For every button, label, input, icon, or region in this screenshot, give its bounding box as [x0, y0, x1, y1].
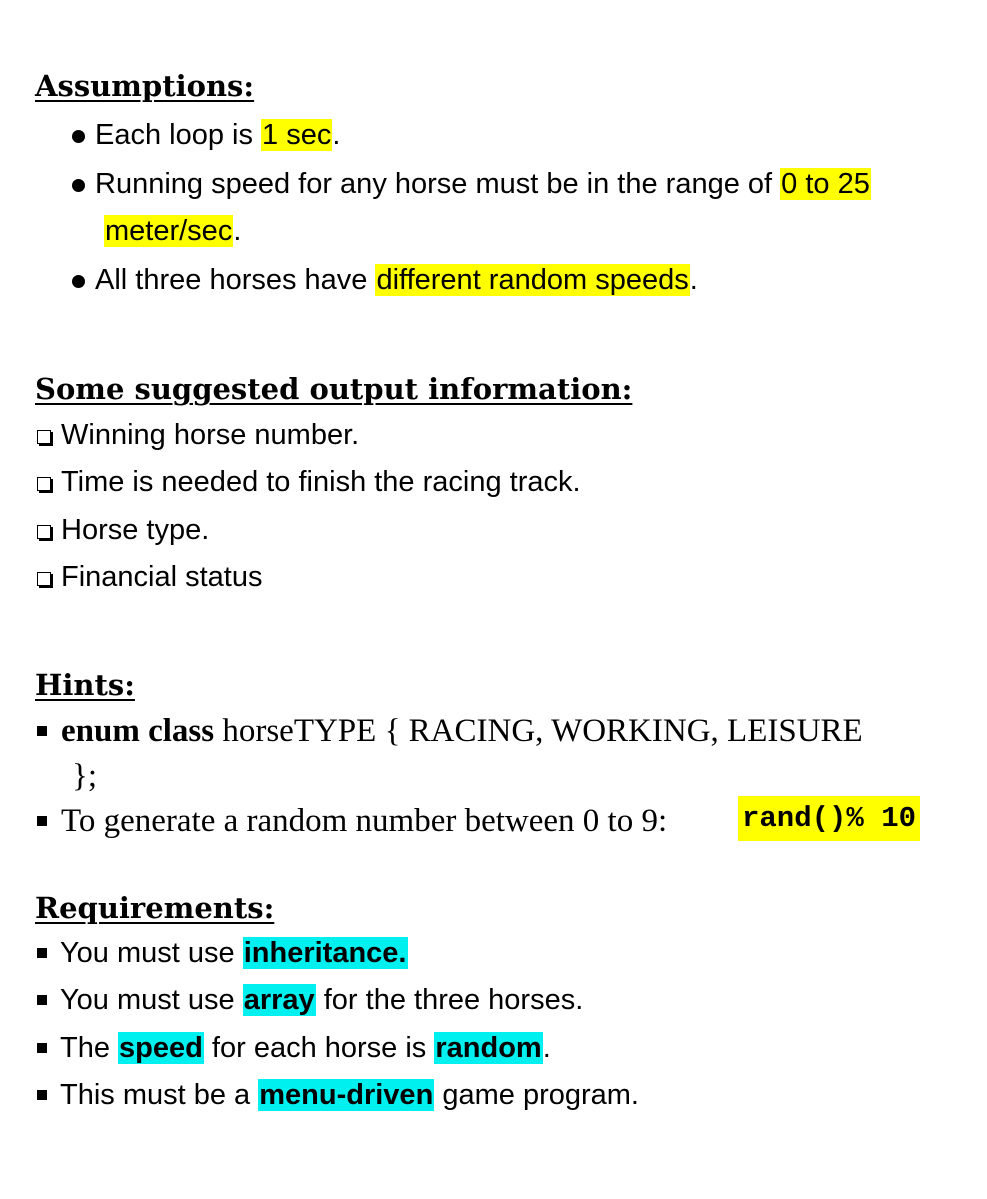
requirement-text: for the three horses.: [315, 984, 584, 1016]
bullet-dot-icon: [72, 275, 85, 288]
assumption-highlight: different random speeds: [376, 264, 689, 296]
requirement-text: The: [60, 1032, 119, 1064]
requirement-item-1: [60, 930, 408, 976]
requirement-item-4: [60, 1072, 639, 1118]
assumption-text: .: [233, 215, 242, 247]
assumption-highlight: 1 sec: [262, 119, 332, 151]
assumption-highlight: 0 to 25: [781, 168, 870, 200]
requirement-text: This must be a: [60, 1079, 259, 1111]
square-bullet-icon: [37, 1043, 47, 1053]
hint-item-1-cont: };: [72, 758, 98, 794]
output-item: Time is needed to finish the racing track.: [61, 466, 581, 498]
requirement-highlight: random: [435, 1032, 542, 1064]
checkbox-bullet-icon: [37, 430, 51, 444]
output-item: Horse type.: [61, 514, 210, 546]
checkbox-bullet-icon: [37, 477, 51, 491]
square-bullet-icon: [37, 726, 47, 736]
hint-item-2: To generate a random number between 0 to 9:: [61, 803, 668, 839]
bullet-dot-icon: [72, 130, 85, 143]
output-heading: Some suggested output information:: [35, 372, 633, 406]
requirement-item-3: [60, 1025, 551, 1071]
requirement-text: .: [542, 1032, 551, 1064]
code-snippet: rand()% 10: [738, 796, 920, 841]
checkbox-bullet-icon: [37, 572, 51, 586]
assumption-text: .: [332, 119, 341, 151]
assumption-text: .: [689, 264, 698, 296]
requirement-text: You must use: [60, 937, 243, 969]
requirements-heading: Requirements:: [35, 891, 275, 925]
output-item: Financial status: [61, 561, 263, 593]
square-bullet-icon: [37, 995, 47, 1005]
requirement-highlight: array: [243, 984, 315, 1016]
assumption-text: All three horses have: [95, 264, 376, 296]
hint-keyword: enum class: [61, 713, 215, 749]
hint-code: [738, 801, 920, 840]
requirement-text: game program.: [434, 1079, 639, 1111]
assumption-item-2: [95, 161, 871, 207]
requirement-highlight: speed: [119, 1032, 203, 1064]
hint-item-1: [61, 709, 863, 753]
square-bullet-icon: [37, 948, 47, 958]
assumption-text: Each loop is: [95, 119, 262, 151]
square-bullet-icon: [37, 1090, 47, 1100]
assumption-text: Running speed for any horse must be in the range of: [95, 168, 781, 200]
assumption-item-1: [95, 112, 340, 158]
square-bullet-icon: [37, 816, 47, 826]
hints-heading: Hints:: [35, 668, 135, 702]
requirement-text: You must use: [60, 984, 243, 1016]
assumption-item-3: [95, 257, 698, 303]
checkbox-bullet-icon: [37, 525, 51, 539]
assumptions-heading: Assumptions:: [35, 69, 255, 103]
hint-text: horseTYPE { RACING, WORKING, LEISURE: [214, 713, 863, 749]
requirement-text: for each horse is: [203, 1032, 435, 1064]
assumption-item-2-cont: [104, 208, 241, 254]
requirement-highlight: menu-driven: [259, 1079, 434, 1111]
assumption-highlight: meter/sec: [105, 215, 233, 247]
bullet-dot-icon: [72, 179, 85, 192]
output-item: Winning horse number.: [61, 419, 360, 451]
requirement-highlight: inheritance.: [243, 937, 407, 969]
requirement-item-2: [60, 977, 583, 1023]
